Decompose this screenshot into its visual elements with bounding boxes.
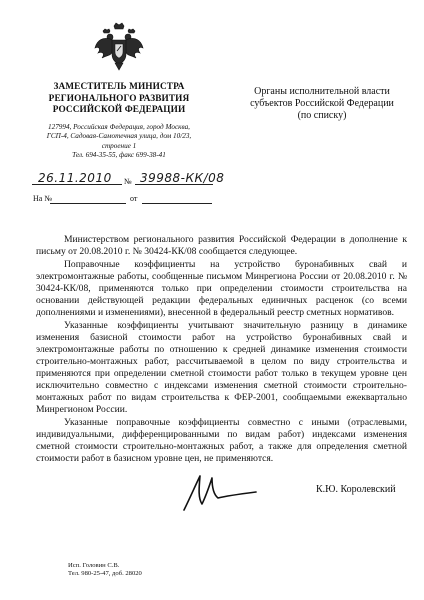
reference-from-underline <box>142 203 212 204</box>
sender-address-line: строение 1 <box>101 141 137 150</box>
recipient-line: субъектов Российской Федерации <box>250 97 394 109</box>
body-paragraph: Указанные коэффициенты учитывают значительную разницу в динамике изменения базисной стоимости работ на устройство буронабивных свай и электромонтажные работы по отношению к средней динамике изменения стоимости строительно-монтажных работ, рассчитываемой в целом по виду строительства и применяются при определении сметной стоимости работ только в текущем уровне цен исключительно совместно с индексами изменения сметной стоимости строительно-монтажных работ по видам строительства к ФЕР-2001, сообщаемыми ежеквартально Минрегионом России. <box>36 320 407 415</box>
body-paragraph: Поправочные коэффициенты на устройство буронабивных свай и электромонтажные работы, сообщенные письмом Минрегиона России от 20.08.2010 г. № 30424-КК/08, применяются только при определении стоимости строительства на основании действующей редакции федеральных единичных расценок (со всеми дополнениями и изменениями), внесенной в федеральный реестр сметных нормативов. <box>36 259 407 318</box>
sender-title-line: ЗАМЕСТИТЕЛЬ МИНИСТРА <box>53 82 185 92</box>
reference-from-label: от <box>130 194 138 203</box>
reference-label: На № <box>33 194 52 203</box>
handwritten-signature <box>180 470 260 516</box>
registration-number-label: № <box>124 177 132 186</box>
recipient-line: (по списку) <box>297 109 347 121</box>
letter-body <box>36 234 407 466</box>
registration-number: 39988-КК/08 <box>140 171 225 185</box>
sender-address <box>28 123 210 161</box>
recipient-line: Органы исполнительной власти <box>254 86 390 97</box>
body-paragraph: Министерством регионального развития Российской Федерации в дополнение к письму от 20.08.2010 г. № 30424-КК/08 сообщается следующее. <box>36 234 407 257</box>
executor-line: Тел. 980-25-47, доб. 28020 <box>68 570 142 578</box>
sender-address-line: Тел. 694-35-55, факс 699-38-41 <box>72 151 166 160</box>
executor-info <box>68 562 142 579</box>
sender-title-line: РЕГИОНАЛЬНОГО РАЗВИТИЯ <box>48 93 190 104</box>
sender-address-line: 127994, Российская Федерация, город Москва, <box>48 123 190 131</box>
executor-line: Исп. Головин С.В. <box>68 562 120 569</box>
signer-name: К.Ю. Королевский <box>316 484 396 495</box>
date-underline <box>32 184 122 185</box>
sender-title <box>28 82 210 117</box>
number-underline <box>135 184 213 185</box>
registration-date: 26.11.2010 <box>38 171 112 185</box>
russian-coat-of-arms-icon <box>93 22 145 72</box>
sender-address-line: ГСП-4, Садовая-Самотечная улица, дом 10/23, <box>46 132 192 141</box>
body-paragraph: Указанные поправочные коэффициенты совместно с иными (отраслевыми, индивидуальными, дифференцированными по видам работ) индексами изменения сметной стоимости строительно-монтажных работ, а также для определения сметной стоимости работ в базисном уровне цен, не применяются. <box>36 417 407 464</box>
recipient <box>238 86 406 121</box>
reference-underline <box>50 203 126 204</box>
sender-title-line: РОССИЙСКОЙ ФЕДЕРАЦИИ <box>52 105 186 116</box>
